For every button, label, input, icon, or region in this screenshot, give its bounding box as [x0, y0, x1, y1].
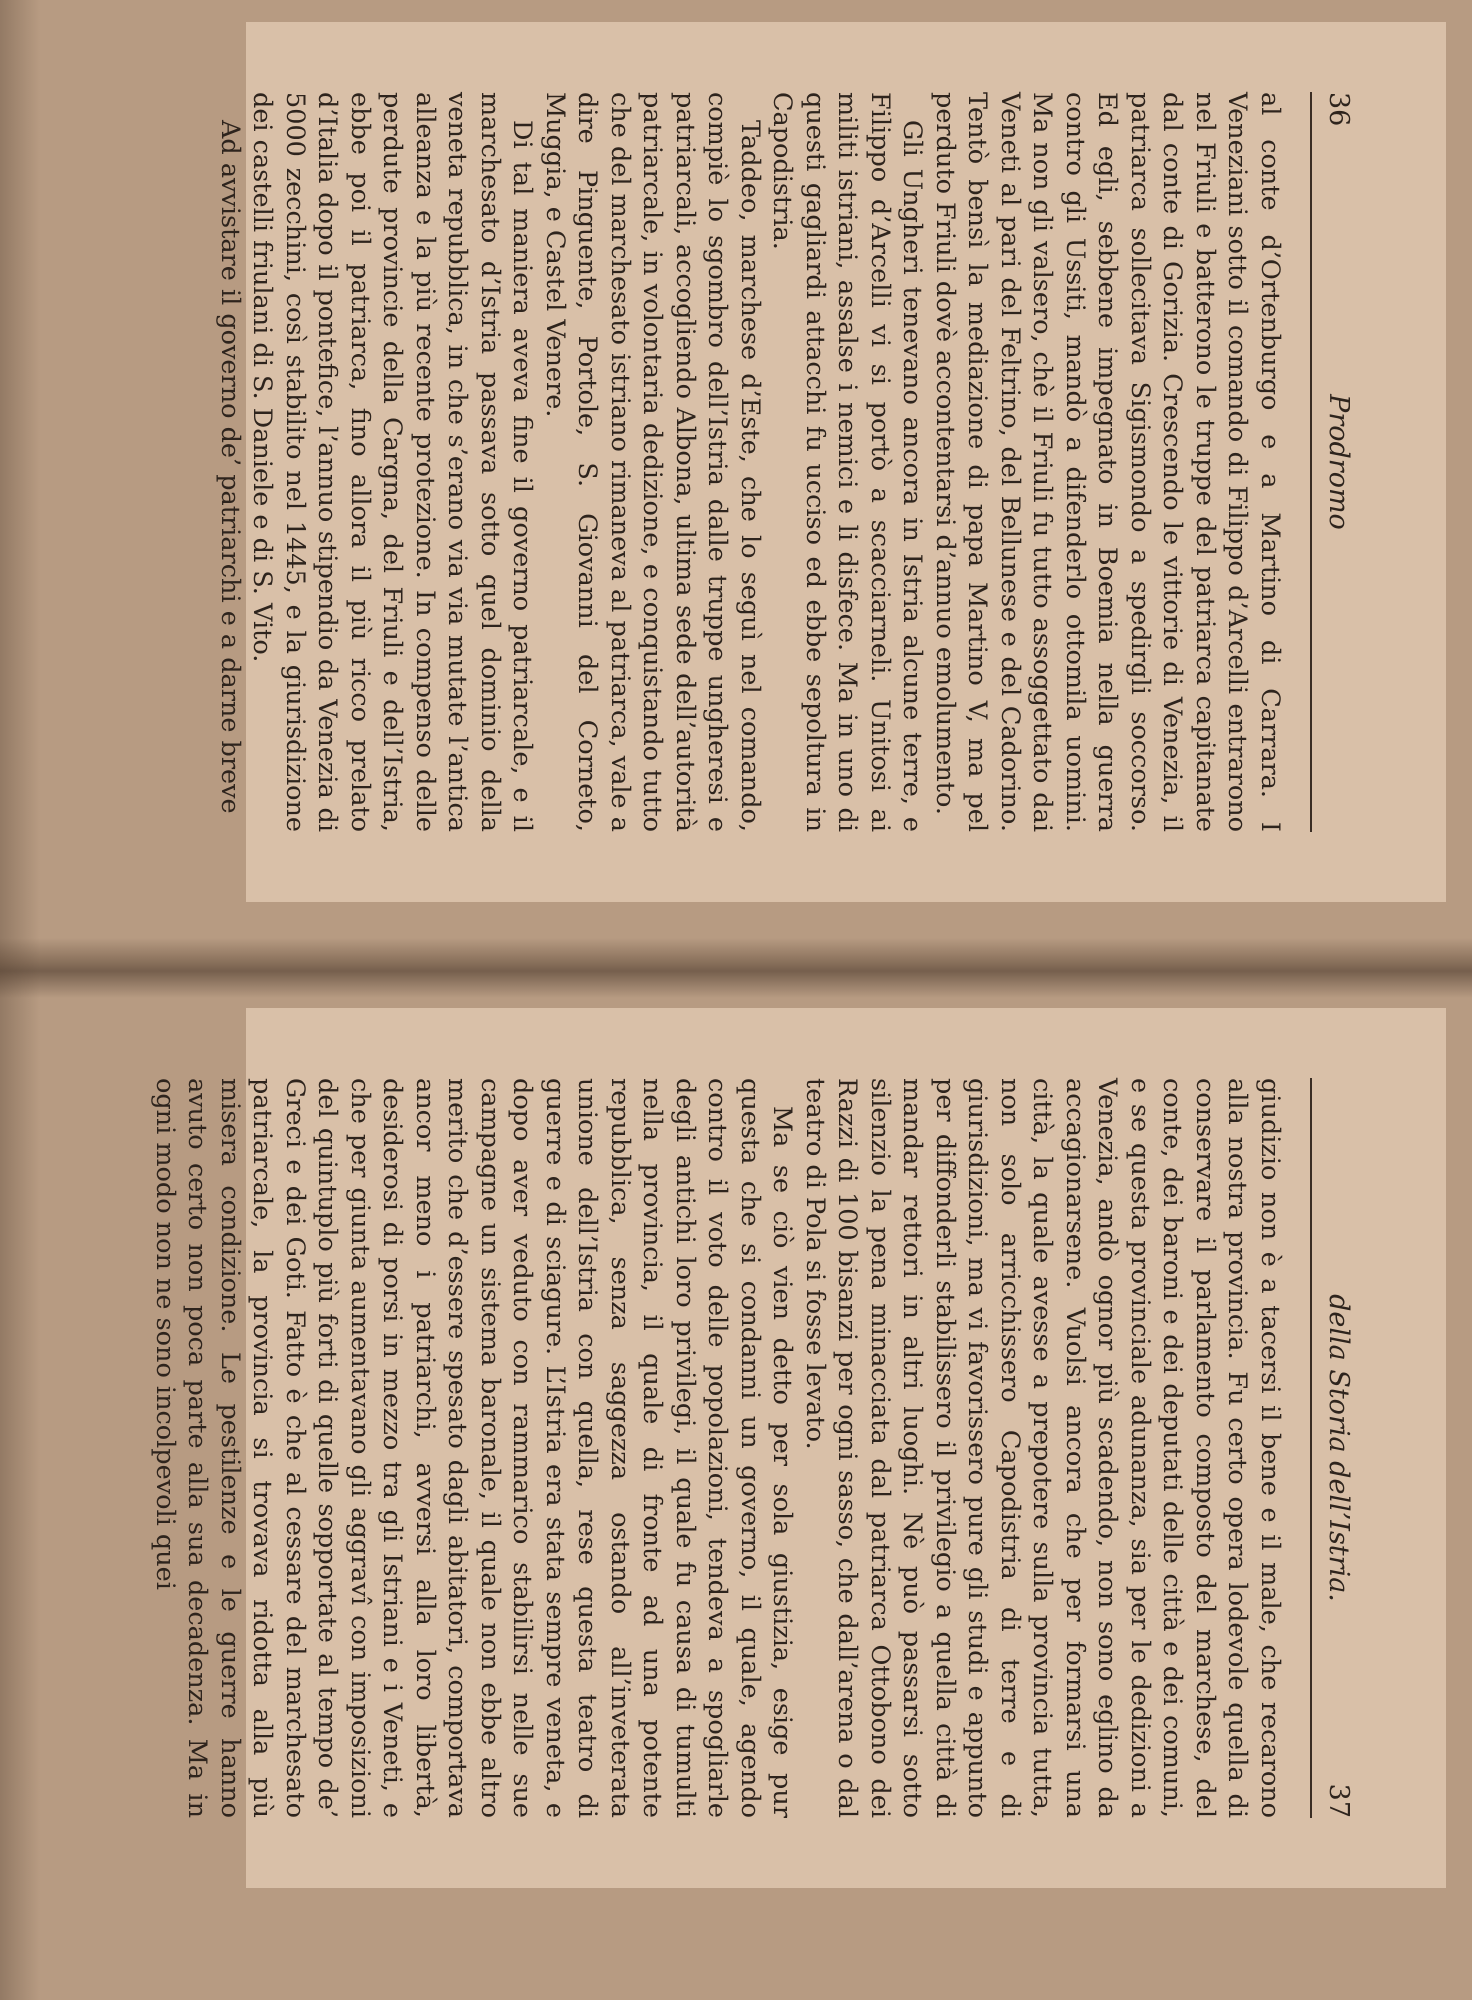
page-number: 37: [1323, 1783, 1354, 1818]
paragraph: Di tal maniera aveva fine il governo patriarcale, e il marchesato d’Istria passava sotto quel dominio della veneta repubblica, in che s’erano via via mutate l’antica alleanza e la più recente protezione. In compenso delle perdute provincie della Cargna, del Friuli e dell’Istria, ebbe poi il patriarca, fino allora il più ricco prelato d’Italia dopo il pontefice, l’annuo stipendio da Venezia di 5000 zecchini, così stabilito nel 1445, e la giurisdizione dei castelli friulani di S. Daniele e di S. Vito.: [247, 92, 538, 832]
paragraph: Ad avvistare il governo de’ patriarchi e a darne breve: [215, 120, 245, 814]
header-rule: [1310, 92, 1312, 832]
running-head: della Storia dell’Istria.: [1323, 1294, 1354, 1602]
paragraph: Gli Ungheri tenevano ancora in Istria alcune terre, e Filippo d’Arcelli vi si portò a scacciarneli. Unitosi ai militi istriani, assalse i nemici e li disfece. Ma in uno di questi gagliardi attacchi fu ucciso ed ebbe sepoltura in Capodistria.: [767, 92, 928, 832]
paragraph: giudizio non è a tacersi il bene e il male, che recarono alla nostra provincia. Fu certo opera lodevole quella di conservare il parlamento composto del marchese, del conte, dei baroni e dei deputati delle città e dei comuni, e se questa provinciale adunanza, sia per le dedizioni a Venezia, andò ognor più scadendo, non sono eglino da accagionarsene. Vuolsi ancora che per formarsi una città, la quale avesse a prepotere sulla provincia tutta, non solo arricchissero Capodistria di terre e di giurisdizioni, ma vi favorissero pure gli studi e appunto per diffonderli stabilissero il privilegio a quella città di mandar rettori in altri luoghi. Nè può passarsi sotto silenzio la pena minacciata dal patriarca Ottobono dei Razzi di 100 bisanzi per ogni sasso, che dall’arena o dal teatro di Pola si fosse levato.: [800, 1078, 1285, 1818]
paragraph: Ma se ciò vien detto per sola giustizia, esige pur questa che si condanni un governo, il quale, agendo contro il voto delle popolazioni, tendeva a spogliarle degli antichi loro privilegi, il quale fu causa di tumulti nella provincia, il quale di fronte ad una potente repubblica, senza saggezza ostando all’inveterata unione dell’Istria con quella, rese questa teatro di guerre e di sciagure. L’Istria era stata sempre veneta, e dopo aver veduto con rammarico stabilirsi nelle sue campagne un sistema baronale, il quale non ebbe altro merito che d’essere spesato dagli abitatori, comportava ancor meno i patriarchi, avversi alla loro libertà, desiderosi di porsi in mezzo tra gli Istriani e i Veneti, e che per giunta aumentavano gli aggravî con imposizioni del quintuplo più forti di quelle sopportate al tempo de’ Greci e dei Goti. Fatto è che al cessare del marchesato patriarcale, la provincia si trovava ridotta alla più misera condizione. Le pestilenze e le guerre hanno avuto certo non poca parte alla sua decadenza. Ma in ogni modo non ne sono incolpevoli quei: [150, 1078, 798, 1818]
running-head: Prodromo: [1323, 394, 1354, 530]
gutter-shadow: [0, 938, 1472, 998]
page-number: 36: [1323, 92, 1354, 127]
page-body: [214, 92, 1287, 832]
header-rule: [1310, 1078, 1312, 1818]
page-header: [1316, 1078, 1354, 1818]
page-body: [149, 1078, 1287, 1818]
page-header: [1316, 92, 1354, 832]
left-page: [215, 22, 1446, 902]
edge-shade: [0, 0, 40, 2000]
paragraph: al conte d’Ortenburgo e a Martino di Carrara. I Veneziani sotto il comando di Filippo d’Arcelli entrarono nel Friuli e batterono le truppe del patriarca capitanate dal conte di Gorizia. Crescendo le vittorie di Venezia, il patriarca sollecitava Sigismondo a spedirgli soccorso. Ed egli, sebbene impegnato in Boemia nella guerra contro gli Ussiti, mandò a difenderlo ottomila uomini. Ma non gli valsero, chè il Friuli fu tutto assoggettato dai Veneti al pari del Feltrino, del Bellunese e del Cadorino. Tentò bensì la mediazione di papa Martino V, ma pel perduto Friuli dovè accontentarsi d’annuo emolumento.: [930, 92, 1285, 832]
paragraph: Taddeo, marchese d’Este, che lo seguì nel comando, compiè lo sgombro dell’Istria dalle truppe ungheresi e patriarcali, accogliendo Albona, ultima sede dell’autorità patriarcale, in volontaria dedizione, e conquistando tutto che del marchesato istriano rimaneva al patriarca, vale a dire Pinguente, Portole, S. Giovanni del Corneto, Muggia, e Castel Venere.: [540, 92, 765, 832]
right-page: [150, 1008, 1446, 1888]
